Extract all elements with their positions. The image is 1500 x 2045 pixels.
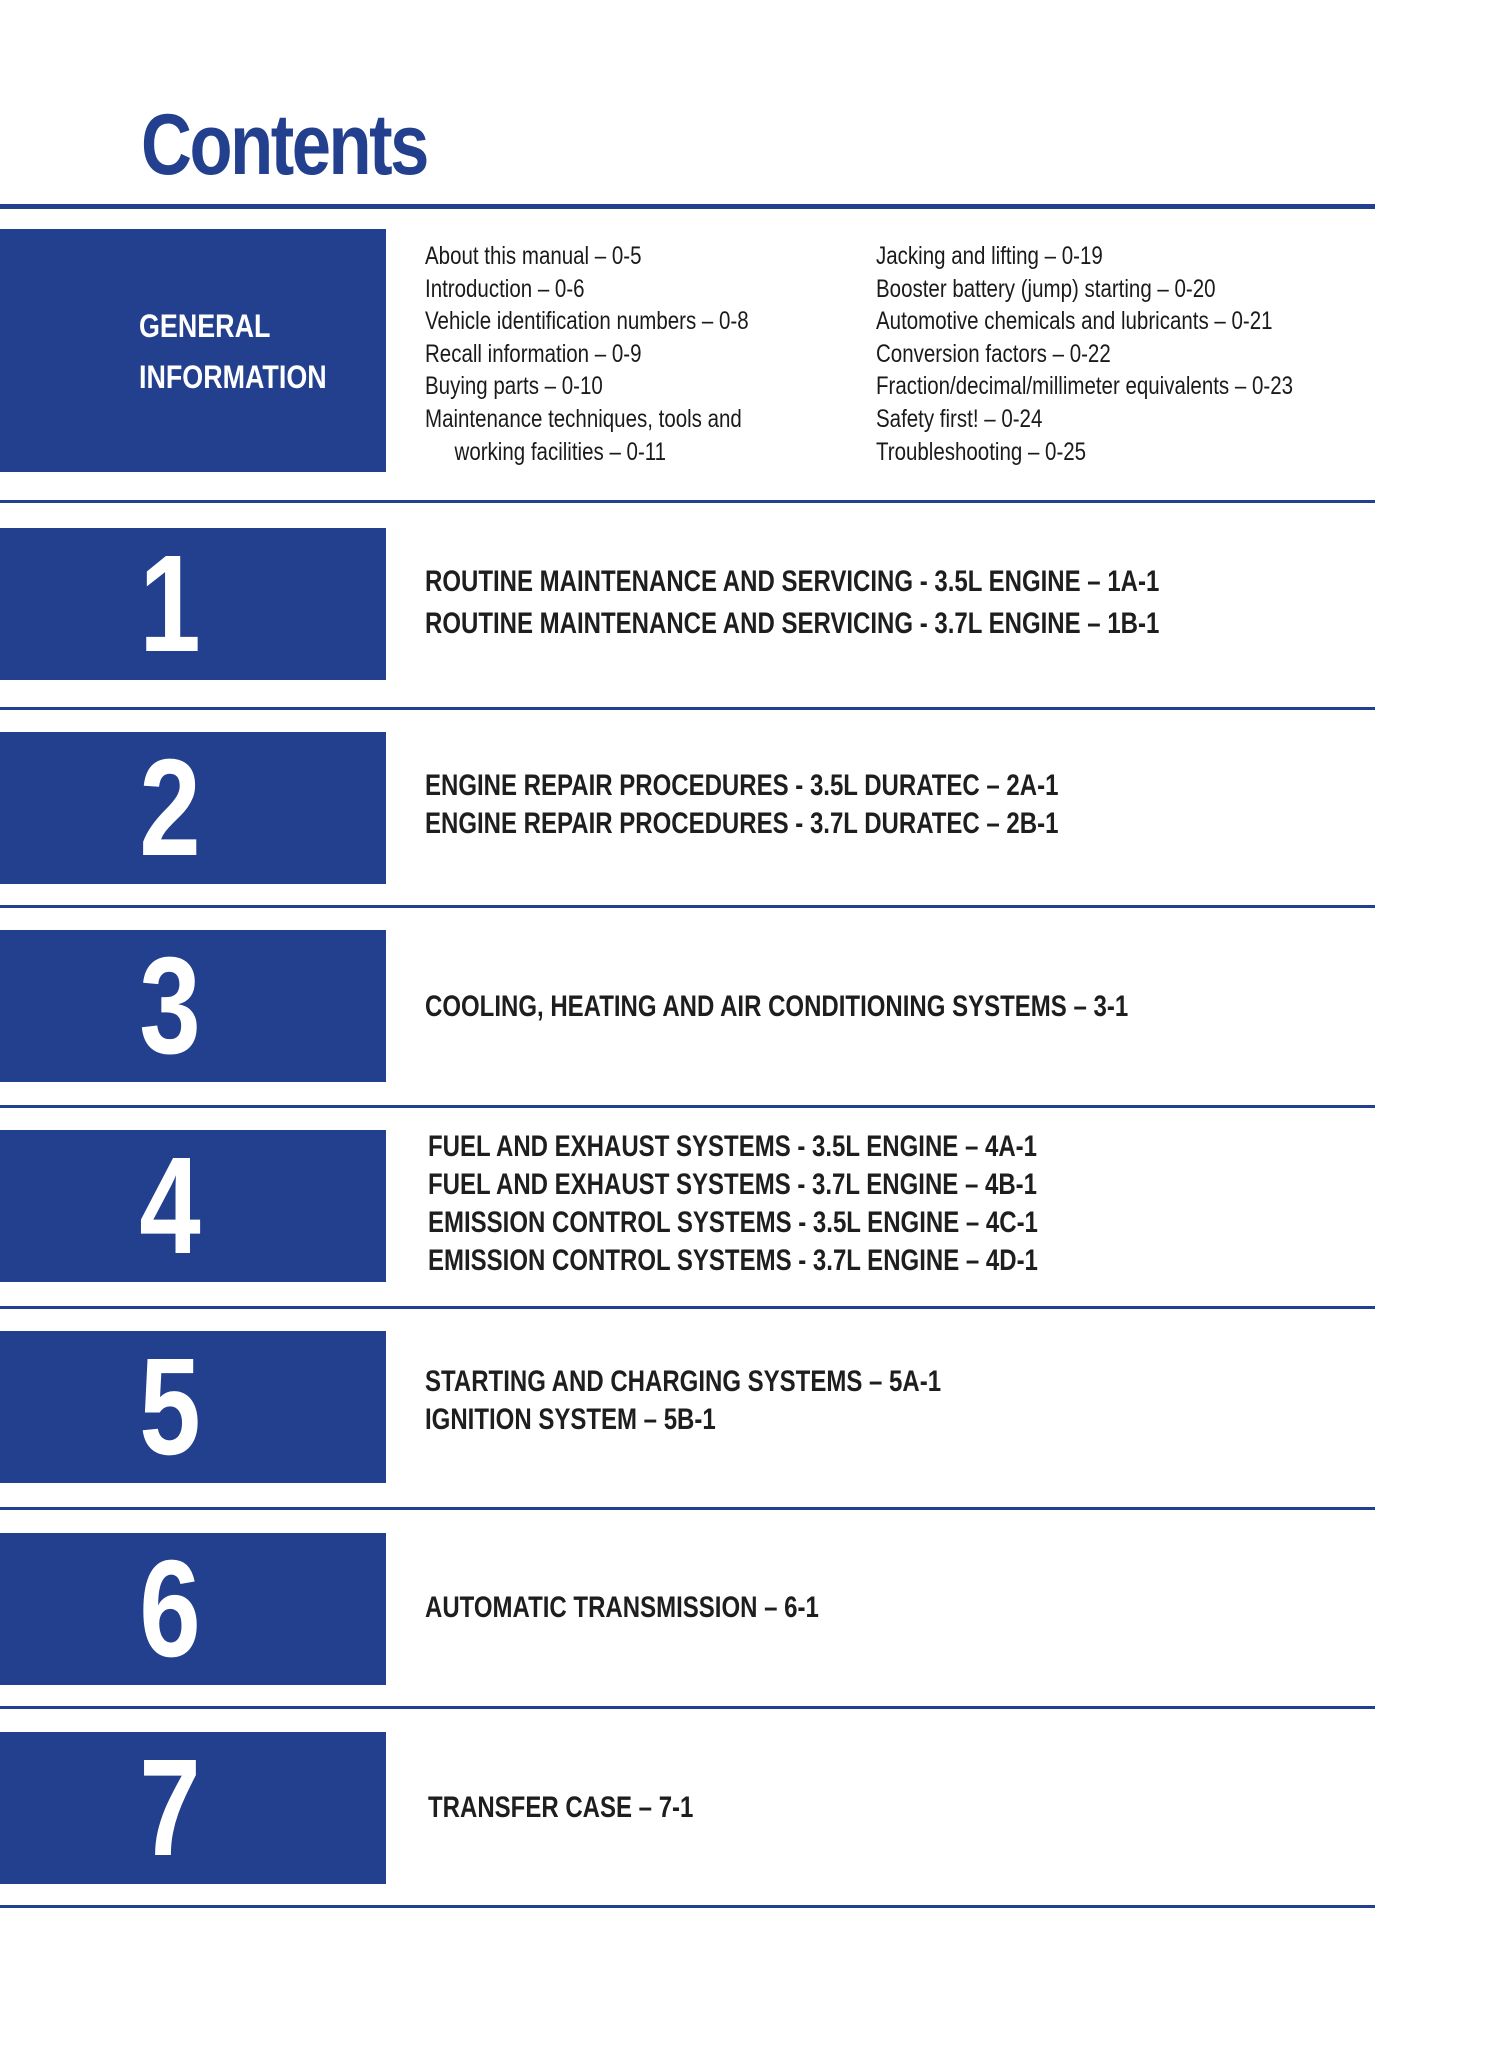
section-2-entries — [425, 767, 1058, 843]
toc-link[interactable]: AUTOMATIC TRANSMISSION – 6-1 — [425, 1591, 819, 1624]
section-tab-4[interactable] — [0, 1130, 386, 1282]
section-6-entries — [425, 1587, 819, 1629]
section-3-entries — [425, 986, 1128, 1028]
toc-link[interactable]: Troubleshooting – 0-25 — [876, 437, 1087, 466]
toc-link[interactable]: FUEL AND EXHAUST SYSTEMS - 3.5L ENGINE – 4A-1 — [428, 1130, 1038, 1163]
section-divider — [0, 500, 1375, 503]
toc-link[interactable]: COOLING, HEATING AND AIR CONDITIONING SYSTEMS – 3-1 — [425, 990, 1129, 1023]
toc-link[interactable]: Introduction – 0-6 — [425, 274, 585, 303]
section-number: 3 — [139, 929, 201, 1083]
section-tab-7[interactable] — [0, 1732, 386, 1884]
general-information-tab[interactable] — [0, 229, 386, 472]
toc-link[interactable]: Buying parts – 0-10 — [425, 372, 603, 401]
toc-link[interactable]: ROUTINE MAINTENANCE AND SERVICING - 3.5L ENGINE – 1A-1 — [425, 565, 1160, 598]
section-number: 6 — [139, 1532, 201, 1686]
general-info-left-column — [425, 240, 749, 468]
toc-link[interactable]: Fraction/decimal/millimeter equivalents – 0-23 — [876, 372, 1294, 401]
toc-link[interactable]: Recall information – 0-9 — [425, 339, 642, 368]
page-title: Contents — [141, 97, 427, 193]
toc-link[interactable]: About this manual – 0-5 — [425, 242, 642, 270]
toc-link[interactable]: ROUTINE MAINTENANCE AND SERVICING - 3.7L ENGINE – 1B-1 — [425, 607, 1160, 640]
section-number: 2 — [139, 731, 201, 885]
section-divider — [0, 905, 1375, 908]
section-tab-6[interactable] — [0, 1533, 386, 1685]
toc-link[interactable]: ENGINE REPAIR PROCEDURES - 3.7L DURATEC – 2B-1 — [425, 807, 1059, 840]
toc-link[interactable]: ENGINE REPAIR PROCEDURES - 3.5L DURATEC – 2A-1 — [425, 769, 1059, 802]
section-number: 1 — [139, 527, 201, 681]
section-number: 5 — [139, 1330, 201, 1484]
toc-link[interactable]: Booster battery (jump) starting – 0-20 — [876, 274, 1216, 303]
section-tab-5[interactable] — [0, 1331, 386, 1483]
toc-link[interactable]: STARTING AND CHARGING SYSTEMS – 5A-1 — [425, 1365, 942, 1398]
section-tab-2[interactable] — [0, 732, 386, 884]
section-number: 4 — [139, 1129, 201, 1283]
section-divider — [0, 707, 1375, 710]
toc-link[interactable]: Conversion factors – 0-22 — [876, 339, 1111, 368]
toc-link[interactable]: Vehicle identification numbers – 0-8 — [425, 307, 749, 336]
toc-link[interactable]: FUEL AND EXHAUST SYSTEMS - 3.7L ENGINE – 4B-1 — [428, 1168, 1038, 1201]
toc-link[interactable]: EMISSION CONTROL SYSTEMS - 3.5L ENGINE – 4C-1 — [428, 1206, 1038, 1239]
toc-link[interactable]: Jacking and lifting – 0-19 — [876, 242, 1103, 270]
section-divider — [0, 1905, 1375, 1908]
general-info-right-column — [876, 240, 1293, 468]
title-rule — [0, 204, 1375, 209]
section-divider — [0, 1507, 1375, 1510]
section-5-entries — [425, 1363, 941, 1439]
section-divider — [0, 1706, 1375, 1709]
section-7-entries — [428, 1787, 693, 1829]
toc-link[interactable]: TRANSFER CASE – 7-1 — [428, 1791, 694, 1824]
toc-link[interactable]: Maintenance techniques, tools and — [425, 404, 742, 433]
toc-link[interactable]: IGNITION SYSTEM – 5B-1 — [425, 1403, 716, 1436]
toc-link[interactable]: EMISSION CONTROL SYSTEMS - 3.7L ENGINE – 4D-1 — [428, 1244, 1038, 1277]
section-number: 7 — [139, 1731, 201, 1885]
section-tab-1[interactable] — [0, 528, 386, 680]
section-1-entries — [425, 561, 1159, 645]
section-divider — [0, 1306, 1375, 1309]
toc-link[interactable]: Safety first! – 0-24 — [876, 404, 1043, 433]
section-tab-3[interactable] — [0, 930, 386, 1082]
section-4-entries — [428, 1128, 1038, 1280]
toc-link-continuation[interactable]: working facilities – 0-11 — [454, 437, 667, 466]
toc-link[interactable]: Automotive chemicals and lubricants – 0-21 — [876, 307, 1273, 336]
section-divider — [0, 1105, 1375, 1108]
general-information-label: GENERAL INFORMATION — [139, 308, 327, 395]
